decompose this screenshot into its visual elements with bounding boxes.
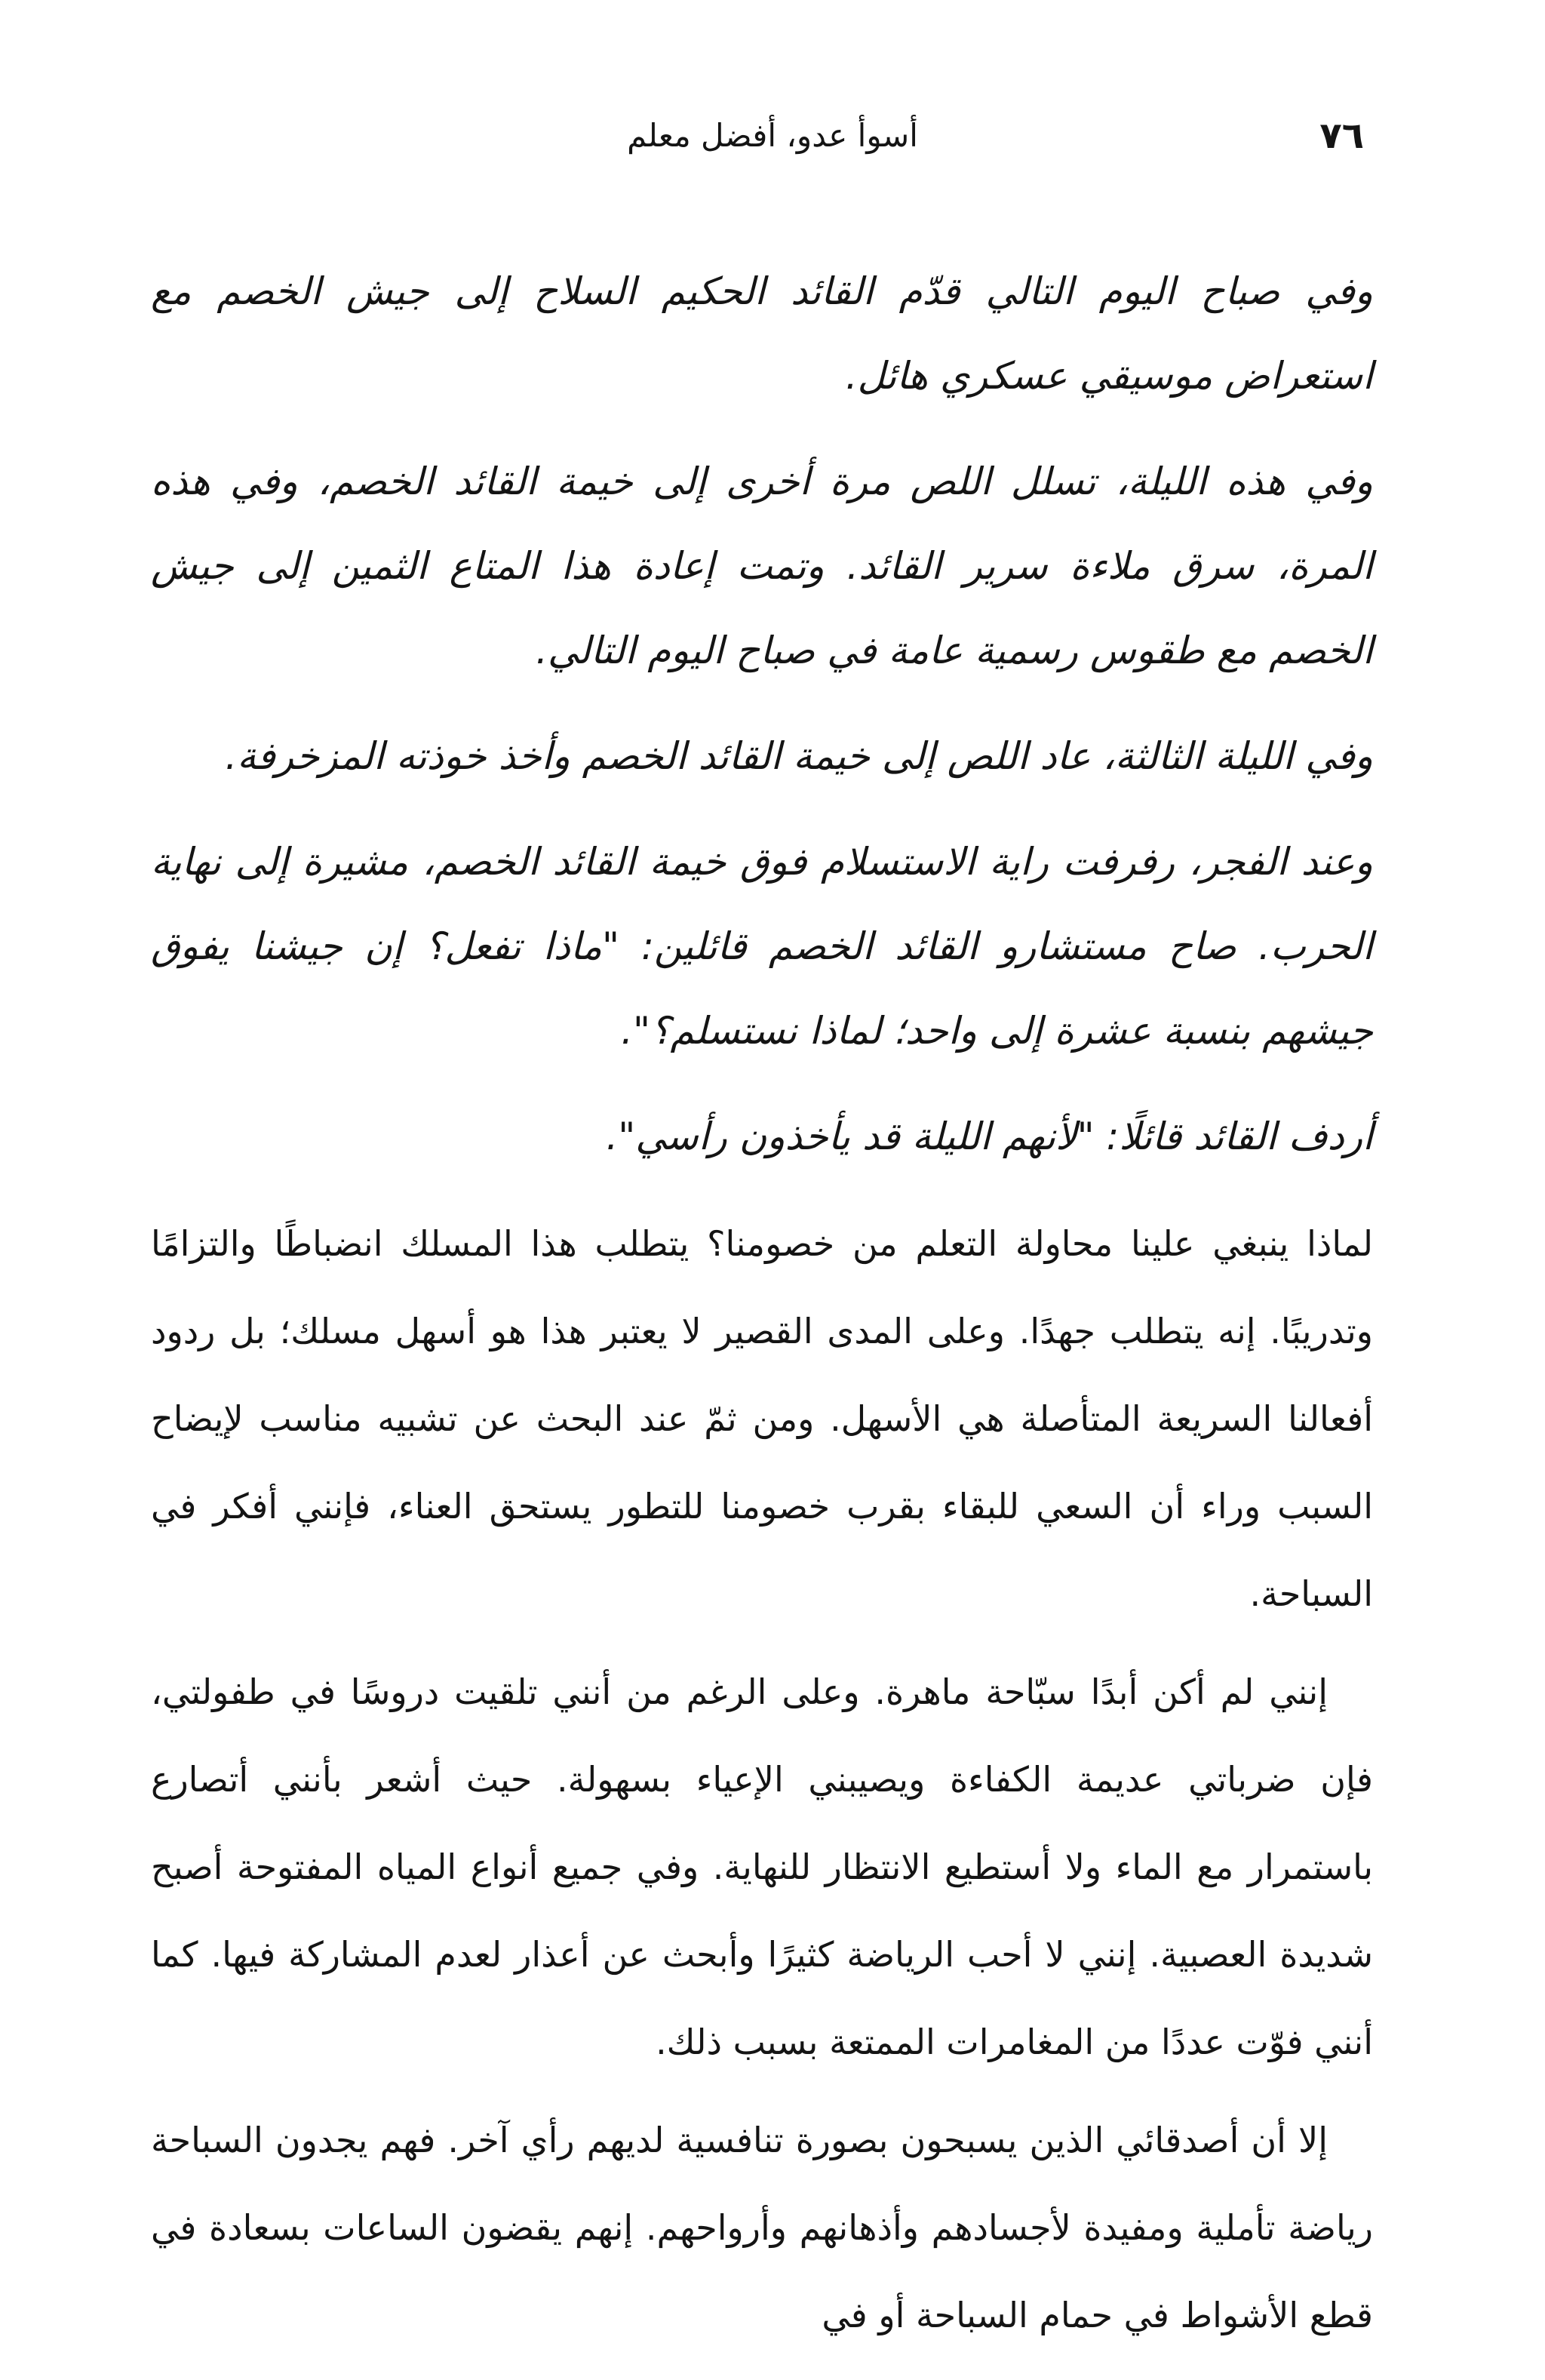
story-paragraph: وعند الفجر، رفرفت راية الاستسلام فوق خيمة القائد الخصم، مشيرة إلى نهاية الحرب. صاح مستشارو القائد الخصم قائلين: "ماذا تفعل؟ إن جيشنا يفوق جيشهم بنسبة عشرة إلى واحد؛ لماذا نستسلم؟". xyxy=(151,840,1373,1053)
body-paragraph: لماذا ينبغي علينا محاولة التعلم من خصومنا؟ يتطلب هذا المسلك انضباطًا والتزامًا وتدريبًا. إنه يتطلب جهدًا. وعلى المدى القصير لا يعتبر هذا هو أسهل مسلك؛ بل ردود أفعالنا السريعة المتأصلة هي الأسهل. ومن ثمّ عند البحث عن تشبيه مناسب لإيضاح السبب وراء أن السعي للبقاء بقرب خصومنا للتطور يستحق العناء، فإنني أفكر في السباحة. xyxy=(151,1223,1373,1614)
story-paragraph: وفي هذه الليلة، تسلل اللص مرة أخرى إلى خيمة القائد الخصم، وفي هذه المرة، سرق ملاءة سرير القائد. وتمت إعادة هذا المتاع الثمين إلى جيش الخصم مع طقوس رسمية عامة في صباح اليوم التالي. xyxy=(151,460,1373,672)
story-excerpt xyxy=(151,249,1373,1200)
page-number: ٧٦ xyxy=(1319,115,1364,157)
body-text xyxy=(151,1200,1373,2369)
running-head xyxy=(181,113,1364,174)
story-paragraph: وفي صباح اليوم التالي قدّم القائد الحكيم السلاح إلى جيش الخصم مع استعراض موسيقي عسكري هائل. xyxy=(151,269,1373,398)
body-paragraph: إلا أن أصدقائي الذين يسبحون بصورة تنافسية لديهم رأي آخر. فهم يجدون السباحة رياضة تأملية ومفيدة لأجسادهم وأذهانهم وأرواحهم. إنهم يقضون الساعات بسعادة في قطع الأشواط في حمام السباحة أو في xyxy=(151,2120,1373,2335)
story-paragraph: وفي الليلة الثالثة، عاد اللص إلى خيمة القائد الخصم وأخذ خوذته المزخرفة. xyxy=(225,734,1373,778)
body-paragraph: إنني لم أكن أبدًا سبّاحة ماهرة. وعلى الرغم من أنني تلقيت دروسًا في طفولتي، فإن ضرباتي عديمة الكفاءة ويصيبني الإعياء بسهولة. حيث أشعر بأنني أتصارع باستمرار مع الماء ولا أستطيع الانتظار للنهاية. وفي جميع أنواع المياه المفتوحة أصبح شديدة العصبية. إنني لا أحب الرياضة كثيرًا وأبحث عن أعذار لعدم المشاركة فيها. كما أنني فوّت عددًا من المغامرات الممتعة بسبب ذلك. xyxy=(151,1671,1373,2062)
running-title: أسوأ عدو، أفضل معلم xyxy=(627,117,918,154)
story-paragraph: أردف القائد قائلًا: "لأنهم الليلة قد يأخذون رأسي". xyxy=(606,1115,1373,1158)
